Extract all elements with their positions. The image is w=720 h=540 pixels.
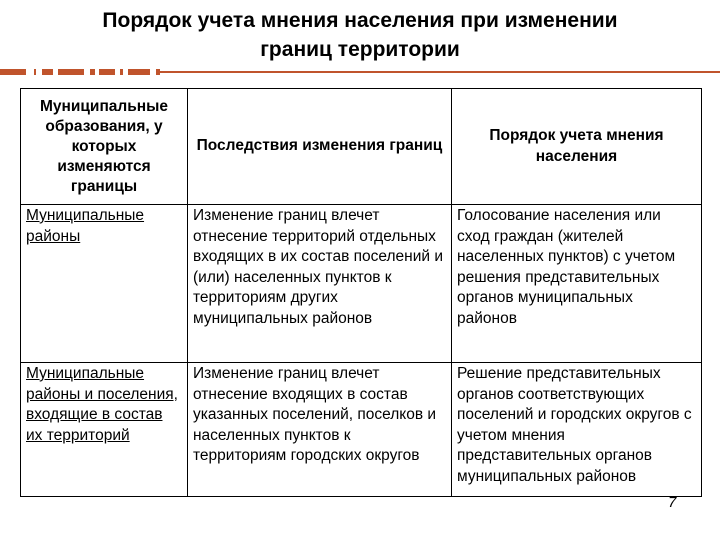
boundary-change-table	[20, 88, 702, 497]
row-entity: Муниципальные районы и поселения, входящие в состав их территорий	[21, 363, 188, 497]
title-line-1: Порядок учета мнения населения при изменении	[102, 9, 618, 32]
row-entity: Муниципальные районы	[21, 205, 188, 363]
header-consequences: Последствия изменения границ	[188, 89, 452, 205]
title-divider	[0, 66, 720, 80]
table-row	[21, 363, 702, 497]
row-consequence: Изменение границ влечет отнесение входящих в состав указанных поселений, поселков и населенных пунктов к территориям городских округов	[188, 363, 452, 497]
row-procedure: Решение представительных органов соответствующих поселений и городских округов с учетом мнения представительных органов муниципальных районов	[452, 363, 702, 497]
page-number: 7	[668, 494, 677, 511]
row-consequence: Изменение границ влечет отнесение территорий отдельных входящих в их состав поселений и (или) населенных пунктов к территориям других муниципальных районов	[188, 205, 452, 363]
header-entities: Муниципальные образования, у которых изменяются границы	[21, 89, 188, 205]
title-line-2: границ территории	[260, 38, 460, 61]
header-procedure: Порядок учета мнения населения	[452, 89, 702, 205]
slide-title	[30, 6, 690, 64]
row-procedure: Голосование населения или сход граждан (жителей населенных пунктов) с учетом решения представительных органов муниципальных районов	[452, 205, 702, 363]
table-header-row	[21, 89, 702, 205]
table-row	[21, 205, 702, 363]
